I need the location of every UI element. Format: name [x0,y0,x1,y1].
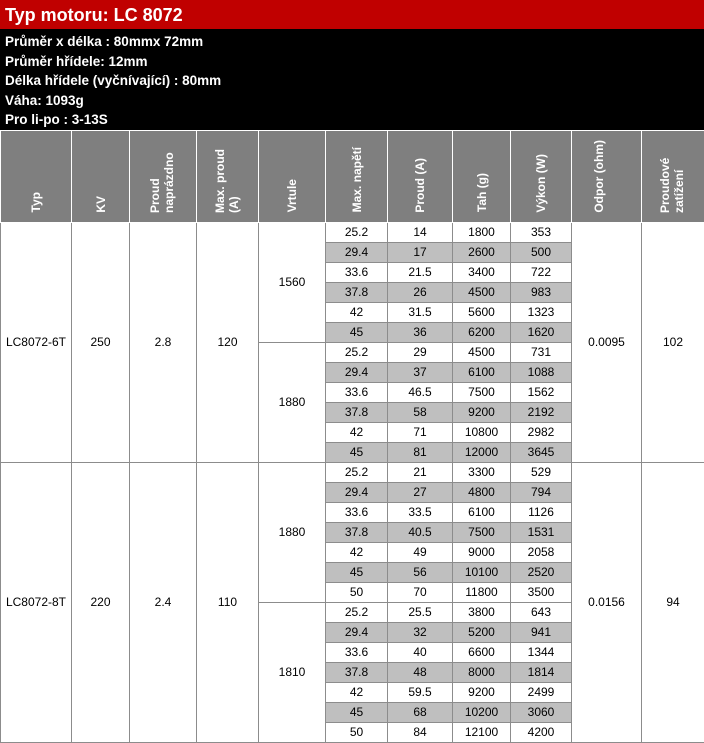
motor-info-panel [0,30,704,130]
proud-cell: 70 [388,582,453,602]
col-header-proud-naprazdno: Proud naprázdno [130,130,197,222]
vykon-cell: 2499 [511,682,572,702]
header-row [1,130,704,222]
proud-cell: 26 [388,282,453,302]
col-header-vykon: Výkon (W) [511,130,572,222]
vykon-cell: 1126 [511,502,572,522]
proud-cell: 58 [388,402,453,422]
tah-cell: 1800 [453,222,511,242]
motor-proud-naprazdno-cell: 2.8 [130,222,197,462]
propeller-cell: 1810 [259,602,326,742]
max-napeti-cell: 37.8 [326,402,388,422]
tah-cell: 6600 [453,642,511,662]
col-header-tah: Tah (g) [453,130,511,222]
proud-cell: 33.5 [388,502,453,522]
vykon-cell: 983 [511,282,572,302]
max-napeti-cell: 29.4 [326,482,388,502]
proud-cell: 71 [388,422,453,442]
col-header-max-napeti: Max. napětí [326,130,388,222]
vykon-cell: 2982 [511,422,572,442]
max-napeti-cell: 25.2 [326,602,388,622]
table-row [1,222,704,242]
proud-cell: 46.5 [388,382,453,402]
vykon-cell: 1088 [511,362,572,382]
proud-cell: 59.5 [388,682,453,702]
proud-cell: 56 [388,562,453,582]
max-napeti-cell: 50 [326,582,388,602]
info-dimensions: Průměr x délka : 80mmx 72mm [0,30,704,52]
vykon-cell: 1562 [511,382,572,402]
propeller-cell: 1880 [259,462,326,602]
proud-cell: 81 [388,442,453,462]
tah-cell: 3300 [453,462,511,482]
vykon-cell: 3060 [511,702,572,722]
tah-cell: 11800 [453,582,511,602]
max-napeti-cell: 33.6 [326,382,388,402]
propeller-cell: 1560 [259,222,326,342]
tah-cell: 12100 [453,722,511,742]
max-napeti-cell: 33.6 [326,642,388,662]
vykon-cell: 722 [511,262,572,282]
max-napeti-cell: 29.4 [326,362,388,382]
tah-cell: 2600 [453,242,511,262]
max-napeti-cell: 25.2 [326,222,388,242]
col-header-vrtule: Vrtule [259,130,326,222]
motor-kv-cell: 220 [72,462,130,742]
motor-kv-cell: 250 [72,222,130,462]
page-title: Typ motoru: LC 8072 [0,0,704,30]
max-napeti-cell: 50 [326,722,388,742]
col-header-kv: KV [72,130,130,222]
tah-cell: 6200 [453,322,511,342]
proud-cell: 48 [388,662,453,682]
info-weight: Váha: 1093g [0,91,704,111]
tah-cell: 9200 [453,402,511,422]
motor-typ-cell: LC8072-6T [1,222,72,462]
tah-cell: 3800 [453,602,511,622]
info-shaft-length: Délka hřídele (vyčnívající) : 80mm [0,71,704,91]
max-napeti-cell: 25.2 [326,342,388,362]
tah-cell: 8000 [453,662,511,682]
motor-proudove-zatizeni-cell: 94 [642,462,704,742]
motor-typ-cell: LC8072-8T [1,462,72,742]
vykon-cell: 2192 [511,402,572,422]
vykon-cell: 1344 [511,642,572,662]
info-lipo: Pro li-po : 3-13S [0,110,704,130]
propeller-cell: 1880 [259,342,326,462]
max-napeti-cell: 42 [326,302,388,322]
proud-cell: 31.5 [388,302,453,322]
table-row [1,462,704,482]
col-header-proudove-zatizeni: Proudové zatížení [642,130,704,222]
motor-proudove-zatizeni-cell: 102 [642,222,704,462]
proud-cell: 32 [388,622,453,642]
tah-cell: 6100 [453,362,511,382]
proud-cell: 40 [388,642,453,662]
proud-cell: 29 [388,342,453,362]
proud-cell: 21.5 [388,262,453,282]
vykon-cell: 529 [511,462,572,482]
info-shaft-diameter: Průměr hřídele: 12mm [0,52,704,72]
motor-odpor-cell: 0.0095 [572,222,642,462]
tah-cell: 4800 [453,482,511,502]
max-napeti-cell: 37.8 [326,662,388,682]
max-napeti-cell: 42 [326,542,388,562]
max-napeti-cell: 45 [326,442,388,462]
max-napeti-cell: 45 [326,702,388,722]
proud-cell: 27 [388,482,453,502]
max-napeti-cell: 33.6 [326,502,388,522]
tah-cell: 5200 [453,622,511,642]
vykon-cell: 794 [511,482,572,502]
max-napeti-cell: 45 [326,322,388,342]
vykon-cell: 2058 [511,542,572,562]
max-napeti-cell: 29.4 [326,242,388,262]
vykon-cell: 2520 [511,562,572,582]
tah-cell: 4500 [453,282,511,302]
vykon-cell: 353 [511,222,572,242]
spec-table-body [1,222,704,742]
motor-max-proud-cell: 120 [197,222,259,462]
tah-cell: 3400 [453,262,511,282]
vykon-cell: 1323 [511,302,572,322]
proud-cell: 14 [388,222,453,242]
max-napeti-cell: 37.8 [326,282,388,302]
tah-cell: 9200 [453,682,511,702]
vykon-cell: 941 [511,622,572,642]
max-napeti-cell: 29.4 [326,622,388,642]
vykon-cell: 4200 [511,722,572,742]
proud-cell: 36 [388,322,453,342]
vykon-cell: 1814 [511,662,572,682]
vykon-cell: 731 [511,342,572,362]
motor-proud-naprazdno-cell: 2.4 [130,462,197,742]
max-napeti-cell: 37.8 [326,522,388,542]
max-napeti-cell: 42 [326,682,388,702]
proud-cell: 17 [388,242,453,262]
max-napeti-cell: 45 [326,562,388,582]
max-napeti-cell: 33.6 [326,262,388,282]
vykon-cell: 1620 [511,322,572,342]
vykon-cell: 3500 [511,582,572,602]
proud-cell: 68 [388,702,453,722]
spec-table [0,130,704,743]
proud-cell: 49 [388,542,453,562]
vykon-cell: 500 [511,242,572,262]
vykon-cell: 643 [511,602,572,622]
tah-cell: 6100 [453,502,511,522]
vykon-cell: 3645 [511,442,572,462]
tah-cell: 9000 [453,542,511,562]
proud-cell: 84 [388,722,453,742]
vykon-cell: 1531 [511,522,572,542]
tah-cell: 12000 [453,442,511,462]
tah-cell: 7500 [453,382,511,402]
proud-cell: 21 [388,462,453,482]
tah-cell: 10800 [453,422,511,442]
max-napeti-cell: 42 [326,422,388,442]
motor-odpor-cell: 0.0156 [572,462,642,742]
col-header-max-proud: Max. proud (A) [197,130,259,222]
tah-cell: 10100 [453,562,511,582]
proud-cell: 25.5 [388,602,453,622]
col-header-proud: Proud (A) [388,130,453,222]
tah-cell: 4500 [453,342,511,362]
motor-max-proud-cell: 110 [197,462,259,742]
tah-cell: 10200 [453,702,511,722]
proud-cell: 37 [388,362,453,382]
tah-cell: 7500 [453,522,511,542]
proud-cell: 40.5 [388,522,453,542]
tah-cell: 5600 [453,302,511,322]
col-header-odpor: Odpor (ohm) [572,130,642,222]
max-napeti-cell: 25.2 [326,462,388,482]
col-header-typ: Typ [1,130,72,222]
